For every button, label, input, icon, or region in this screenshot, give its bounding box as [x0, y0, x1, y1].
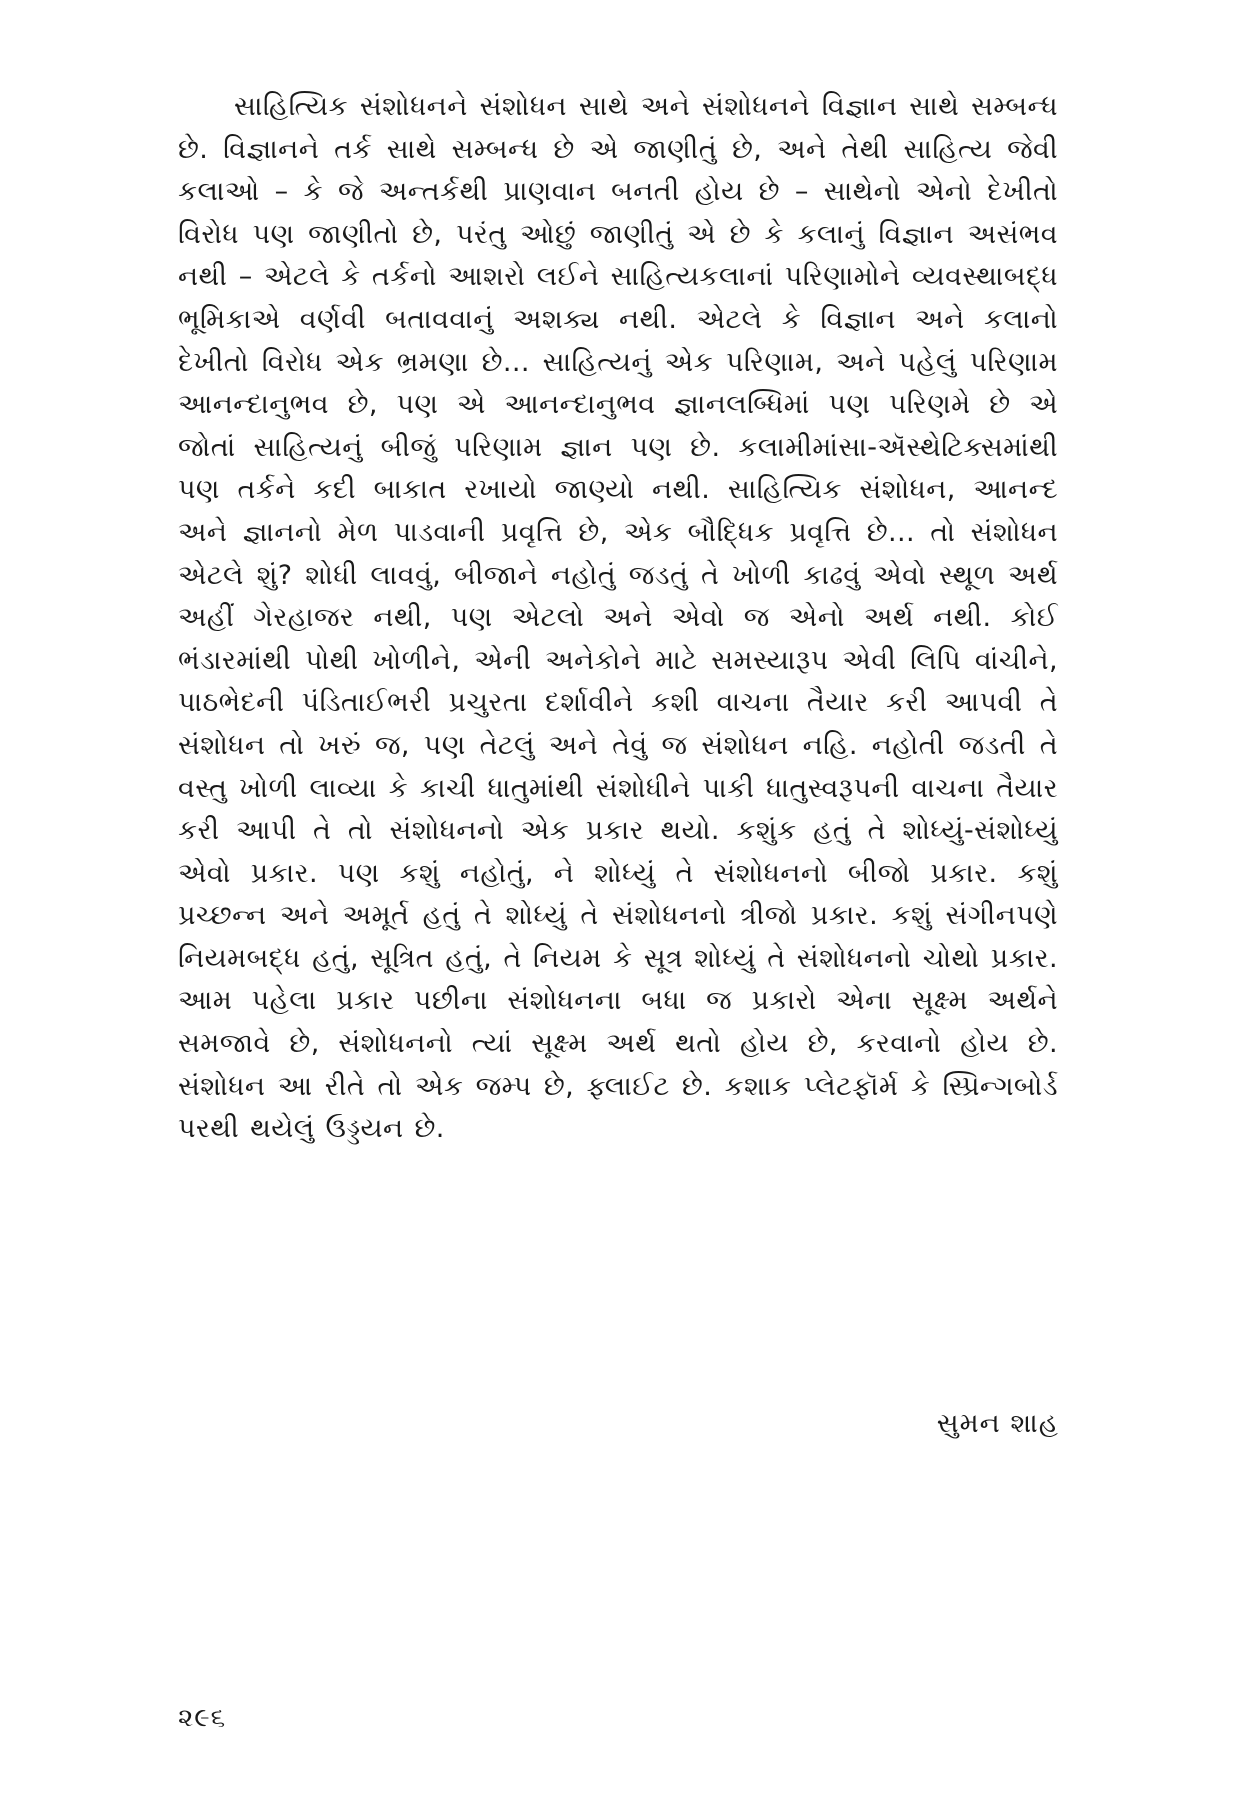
page-number: ૨૯૬ [178, 1703, 227, 1733]
author-signature: સુમન શાહ [936, 1408, 1059, 1439]
body-paragraph: સાહિત્યિક સંશોધનને સંશોધન સાથે અને સંશોધનને વિજ્ઞાન સાથે સમ્બન્ધ છે. વિજ્ઞાનને તર્ક સાથે સમ્બન્ધ છે એ જાણીતું છે, અને તેથી સાહિત્ય જેવી કલાઓ – કે જે અન્તર્કથી પ્રાણવાન બનતી હોય છે – સાથેનો એનો દેખીતો વિરોધ પણ જાણીતો છે, પરંતુ ઓછું જાણીતું એ છે કે કલાનું વિજ્ઞાન અસંભવ નથી – એટલે કે તર્કનો આશરો લઈને સાહિત્યકલાનાં પરિણામોને વ્યવસ્થાબદ્ધ ભૂમિકાએ વર્ણવી બતાવવાનું અશક્ય નથી. એટલે કે વિજ્ઞાન અને કલાનો દેખીતો વિરોધ એક ભ્રમણા છે... સાહિત્યનું એક પરિણામ, અને પહેલું પરિણામ આનન્દાનુભવ છે, પણ એ આનન્દાનુભવ જ્ઞાનલબ્ધિમાં પણ પરિણમે છે એ જોતાં સાહિત્યનું બીજું પરિણામ જ્ઞાન પણ છે. કલામીમાંસા-ઍસ્થેટિક્સમાંથી પણ તર્કને કદી બાકાત રખાયો જાણ્યો નથી. સાહિત્યિક સંશોધન, આનન્દ અને જ્ઞાનનો મેળ પાડવાની પ્રવૃત્તિ છે, એક બૌદ્ધિક પ્રવૃત્તિ છે... તો સંશોધન એટલે શું? શોધી લાવવું, બીજાને નહોતું જડતું તે ખોળી કાઢવું એવો સ્થૂળ અર્થ અહીં ગેરહાજર નથી, પણ એટલો અને એવો જ એનો અર્થ નથી. કોઈ ભંડારમાંથી પોથી ખોળીને, એની અનેકોને માટે સમસ્યારૂપ એવી લિપિ વાંચીને, પાઠભેદની પંડિતાઈભરી પ્રચુરતા દર્શાવીને કશી વાચના તૈયાર કરી આપવી તે સંશોધન તો ખરું જ, પણ તેટલું અને તેવું જ સંશોધન નહિ. નહોતી જડતી તે વસ્તુ ખોળી લાવ્યા કે કાચી ધાતુમાંથી સંશોધીને પાકી ધાતુસ્વરૂપની વાચના તૈયાર કરી આપી તે તો સંશોધનનો એક પ્રકાર થયો. કશુંક હતું તે શોધ્યું-સંશોધ્યું એવો પ્રકાર. પણ કશું નહોતું, ને શોધ્યું તે સંશોધનનો બીજો પ્રકાર. કશું પ્રચ્છન્ન અને અમૂર્ત હતું તે શોધ્યું તે સંશોધનનો ત્રીજો પ્રકાર. કશું સંગીનપણે નિયમબદ્ધ હતું, સૂત્રિત હતું, તે નિયમ કે સૂત્ર શોધ્યું તે સંશોધનનો ચોથો પ્રકાર. આમ પહેલા પ્રકાર પછીના સંશોધનના બધા જ પ્રકારો એના સૂક્ષ્મ અર્થને સમજાવે છે, સંશોધનનો ત્યાં સૂક્ષ્મ અર્થ થતો હોય છે, કરવાનો હોય છે. સંશોધન આ રીતે તો એક જમ્પ છે, ફ્લાઈટ છે. કશાક પ્લેટફૉર્મ કે સ્પ્રિન્ગબોર્ડ પરથી થયેલું ઉડ્ડયન છે. [178, 91, 1058, 1145]
